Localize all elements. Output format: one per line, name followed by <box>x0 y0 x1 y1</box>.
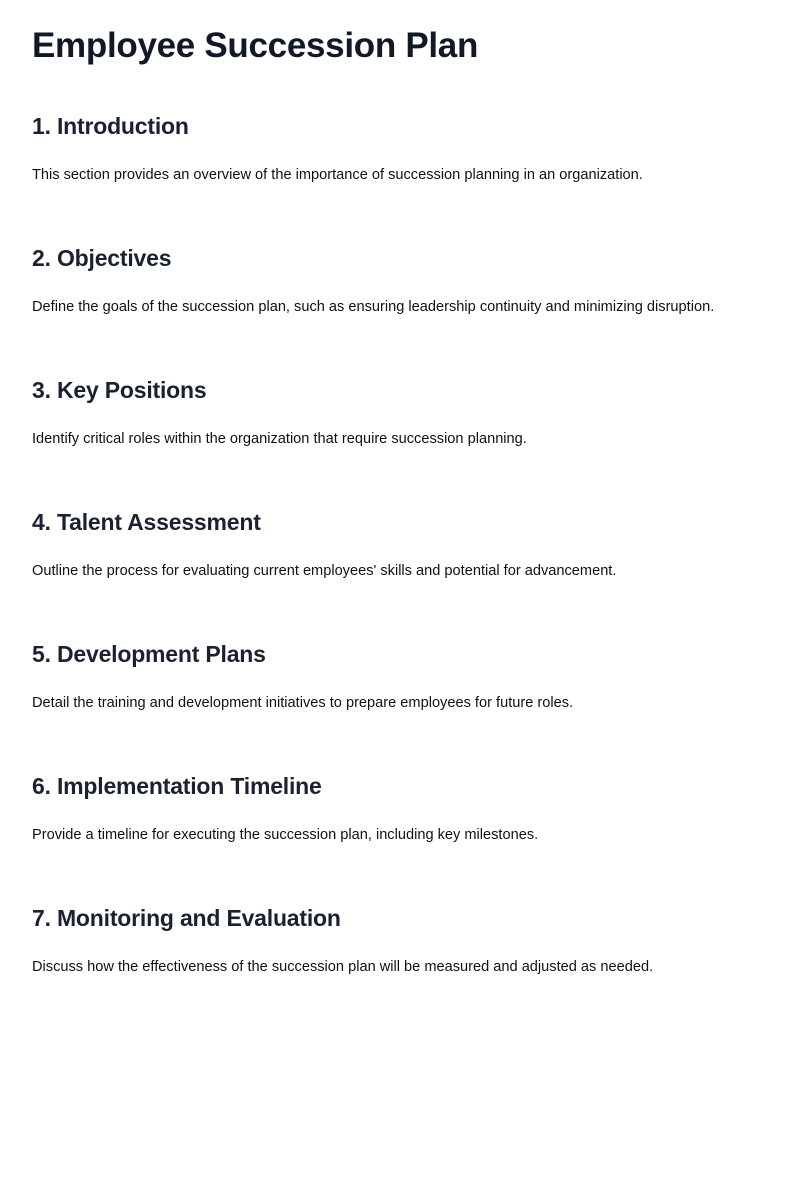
section-heading: 6. Implementation Timeline <box>32 773 322 799</box>
section-heading: 4. Talent Assessment <box>32 509 261 535</box>
sections-list <box>32 111 768 1035</box>
section-text: Define the goals of the succession plan, such as ensuring leadership continuity and minimizing disruption. <box>32 299 715 315</box>
section-text: Discuss how the effectiveness of the succession plan will be measured and adjusted as needed. <box>32 959 654 975</box>
section-text: Provide a timeline for executing the succession plan, including key milestones. <box>32 827 539 843</box>
section-objectives <box>32 243 768 375</box>
section-introduction <box>32 111 768 243</box>
section-text: This section provides an overview of the importance of succession planning in an organization. <box>32 167 643 183</box>
section-text: Detail the training and development initiatives to prepare employees for future roles. <box>32 695 574 711</box>
section-heading: 2. Objectives <box>32 245 172 271</box>
section-heading: 3. Key Positions <box>32 377 207 403</box>
section-monitoring-evaluation <box>32 903 768 1035</box>
section-heading: 1. Introduction <box>32 113 189 139</box>
section-implementation-timeline <box>32 771 768 903</box>
section-text: Identify critical roles within the organization that require succession planning. <box>32 431 527 447</box>
section-key-positions <box>32 375 768 507</box>
section-heading: 5. Development Plans <box>32 641 266 667</box>
page-title: Employee Succession Plan <box>32 26 479 65</box>
section-development-plans <box>32 639 768 771</box>
section-heading: 7. Monitoring and Evaluation <box>32 905 341 931</box>
section-talent-assessment <box>32 507 768 639</box>
section-text: Outline the process for evaluating current employees' skills and potential for advancement. <box>32 563 617 579</box>
